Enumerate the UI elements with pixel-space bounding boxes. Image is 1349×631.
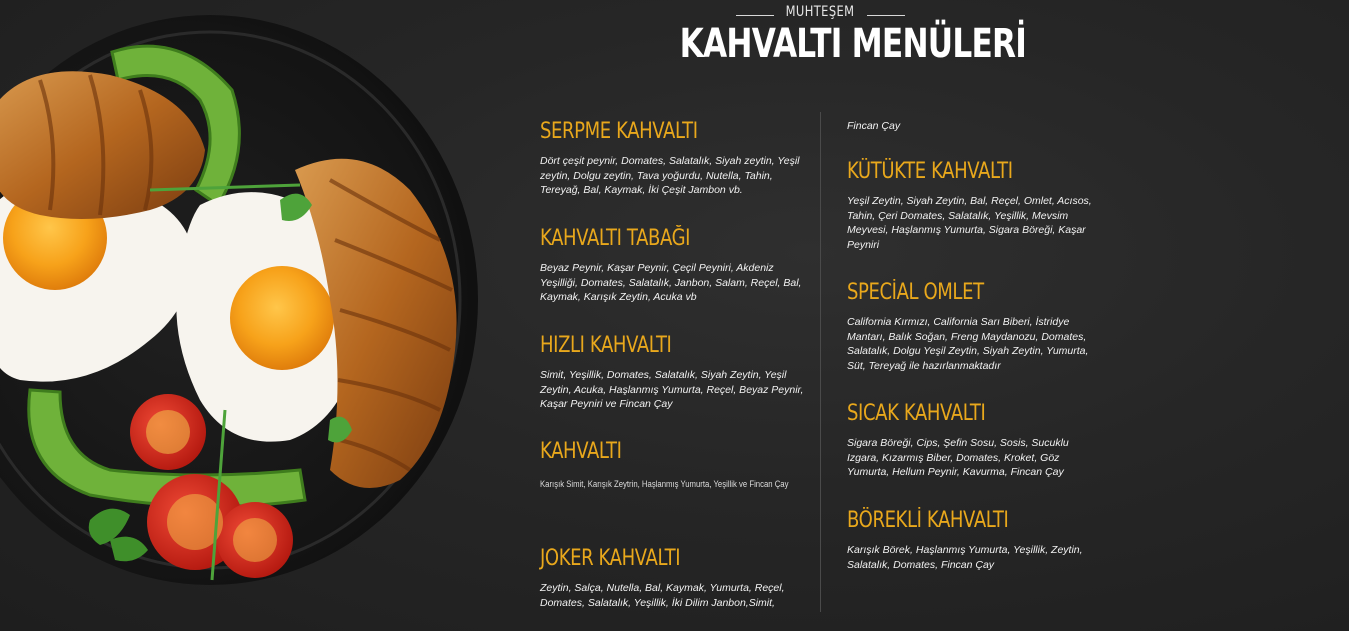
menu-item-desc: Zeytin, Salça, Nutella, Bal, Kaymak, Yumurta, Reçel, Domates, Salatalık, Yeşillik, İki Dilim Janbon,Simit, (540, 582, 785, 609)
menu-item-desc: California Kırmızı, California Sarı Biberi, İstridye Mantarı, Balık Soğan, Freng Maydanozu, Domates, Salatalık, Dolgu Yeşil Zeytin, Siyah Zeytin, Yumurta, Süt, Tereyağ ile hazırlanmaktadır (847, 316, 1089, 372)
menu-item-title: SERPME KAHVALTI (540, 119, 698, 144)
menu-item-title: JOKER KAHVALTI (540, 546, 681, 571)
menu-header (640, 0, 1027, 67)
menu-item-title: KÜTÜKTE KAHVALTI (847, 159, 1013, 184)
kicker-line-left (736, 15, 774, 16)
menu-item-joker (540, 545, 805, 610)
breakfast-plate-illustration (0, 0, 480, 631)
menu-item-title: KAHVALTI (540, 439, 622, 464)
menu-item-title: BÖREKLİ KAHVALTI (847, 508, 1009, 533)
menu-item-special-omlet (847, 279, 1102, 373)
menu-item-desc: Dört çeşit peynir, Domates, Salatalık, Siyah zeytin, Yeşil zeytin, Dolgu zeytin, Tava yoğurdu, Nutella, Tahin, Tereyağ, Bal, Kaymak, İki Çeşit Jambon vb. (540, 155, 800, 196)
menu-item-desc: Beyaz Peynir, Kaşar Peynir, Çeçil Peyniri, Akdeniz Yeşilliği, Domates, Salatalık, Janbon, Salam, Reçel, Bal, Kaymak, Karışık Zeytin, Acuka vb (540, 262, 802, 303)
menu-item-title: KAHVALTI TABAĞI (540, 226, 691, 251)
kicker-text: MUHTEŞEM (785, 4, 855, 20)
menu-item-desc: Karışık Simit, Karışık Zeytrin, Haşlanmış Yumurta, Yeşillik ve Fincan Çay (540, 479, 789, 489)
menu-item-title: SPECİAL OMLET (847, 280, 984, 305)
column-divider (820, 112, 821, 612)
menu-item-serpme (540, 118, 805, 198)
kicker-line-right (867, 15, 905, 16)
menu-item-hizli (540, 332, 805, 412)
menu-item-carryover: Fincan Çay (847, 120, 901, 132)
menu-item-title: HIZLI KAHVALTI (540, 333, 672, 358)
menu-item-title: SICAK KAHVALTI (847, 401, 986, 426)
menu-item-desc: Karışık Börek, Haşlanmış Yumurta, Yeşillik, Zeytin, Salatalık, Domates, Fincan Çay (847, 544, 1083, 571)
menu-item-tabak (540, 225, 805, 305)
menu-item-desc: Yeşil Zeytin, Siyah Zeytin, Bal, Reçel, Omlet, Acısos, Tahin, Çeri Domates, Salatalık, Yeşillik, Mevsim Meyvesi, Haşlanmış Yumurta, Sigara Böreği, Kaşar Peyniri (847, 195, 1092, 251)
menu-item-sicak (847, 400, 1102, 480)
kicker-row (640, 2, 1000, 22)
menu-item-kahvalti (540, 438, 805, 495)
menu-item-borekli (847, 507, 1102, 572)
menu-item-desc: Simit, Yeşillik, Domates, Salatalık, Siyah Zeytin, Yeşil Zeytin, Acuka, Haşlanmış Yumurta, Reçel, Beyaz Peynir, Kaşar Peyniri ve Fincan Çay (540, 369, 804, 410)
menu-item-desc: Sigara Böreği, Cips, Şefin Sosu, Sosis, Sucuklu Izgara, Kızarmış Biber, Domates, Kroket, Göz Yumurta, Hellum Peynir, Kavurma, Fincan Çay (847, 437, 1069, 478)
menu-item-kutukte (847, 158, 1102, 252)
page-title: KAHVALTI MENÜLERİ (679, 21, 1027, 67)
